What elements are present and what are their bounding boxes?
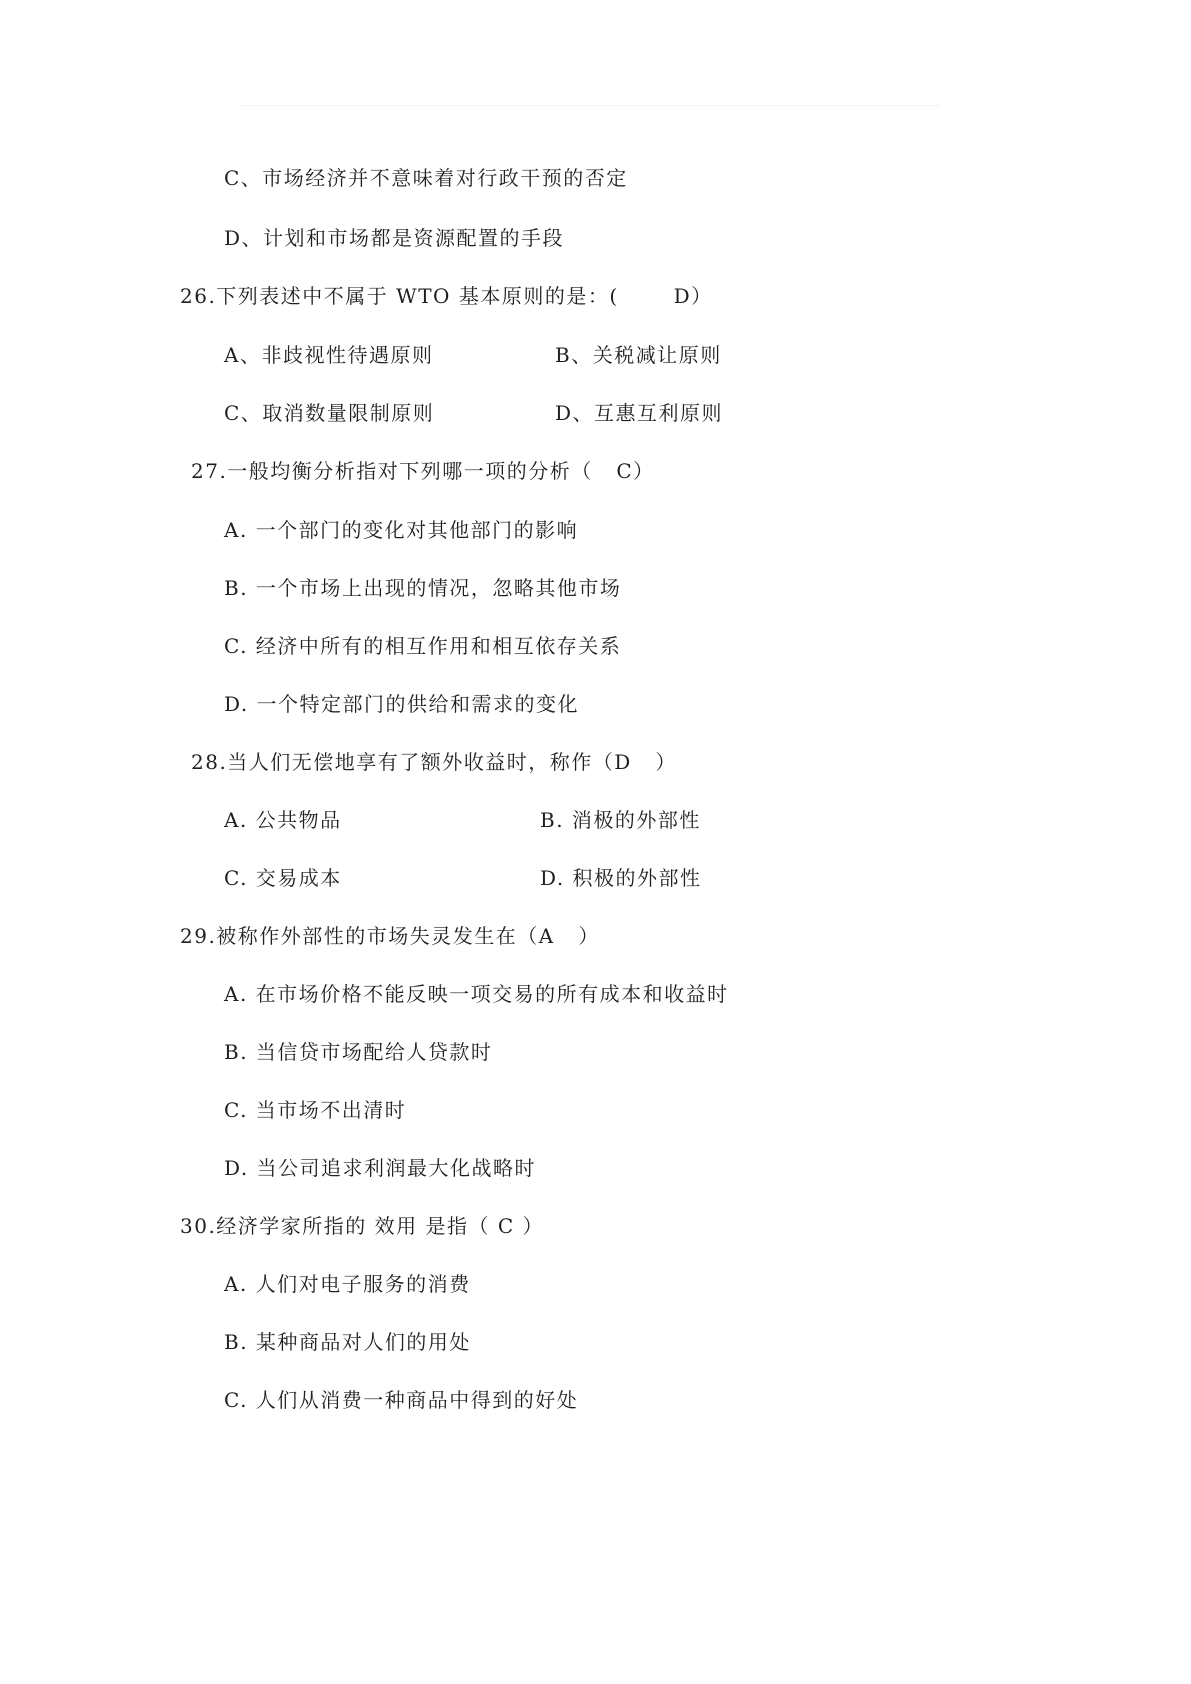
question-26-option-a: A、非歧视性待遇原则 (224, 343, 434, 367)
question-30-option-c: C. 人们从消费一种商品中得到的好处 (224, 1388, 579, 1412)
header-rule (240, 105, 940, 106)
question-28-option-c: C. 交易成本 (224, 866, 342, 890)
question-30: 30.经济学家所指的 效用 是指（ C ） (180, 1214, 545, 1238)
question-29-option-c: C. 当市场不出清时 (224, 1098, 407, 1122)
question-27-option-c: C. 经济中所有的相互作用和相互依存关系 (224, 634, 622, 658)
question-28-option-d: D. 积极的外部性 (540, 866, 702, 890)
question-29-option-a: A. 在市场价格不能反映一项交易的所有成本和收益时 (224, 982, 729, 1006)
question-29: 29.被称作外部性的市场失灵发生在（A ） (180, 924, 600, 948)
question-26: 26.下列表述中不属于 WTO 基本原则的是：( D） (180, 284, 713, 308)
question-29-option-b: B. 当信贷市场配给人贷款时 (224, 1040, 493, 1064)
question-27: 27.一般均衡分析指对下列哪一项的分析（ C） (191, 459, 655, 483)
question-27-option-b: B. 一个市场上出现的情况，忽略其他市场 (224, 576, 622, 600)
question-27-option-a: A. 一个部门的变化对其他部门的影响 (224, 518, 579, 542)
question-26-option-d: D、互惠互利原则 (555, 401, 724, 425)
question-28-option-a: A. 公共物品 (224, 808, 342, 832)
question-28: 28.当人们无偿地享有了额外收益时，称作（D ） (191, 750, 677, 774)
footer-mark (580, 1588, 620, 1594)
question-29-option-d: D. 当公司追求利润最大化战略时 (224, 1156, 537, 1180)
question-28-option-b: B. 消极的外部性 (540, 808, 701, 832)
question-26-option-c: C、取消数量限制原则 (224, 401, 435, 425)
question-30-option-b: B. 某种商品对人们的用处 (224, 1330, 471, 1354)
question-27-option-d: D. 一个特定部门的供给和需求的变化 (224, 692, 580, 716)
option-c-prev: C、市场经济并不意味着对行政干预的否定 (224, 166, 628, 190)
option-d-prev: D、计划和市场都是资源配置的手段 (224, 226, 565, 250)
question-30-option-a: A. 人们对电子服务的消费 (224, 1272, 471, 1296)
question-26-option-b: B、关税减让原则 (555, 343, 722, 367)
